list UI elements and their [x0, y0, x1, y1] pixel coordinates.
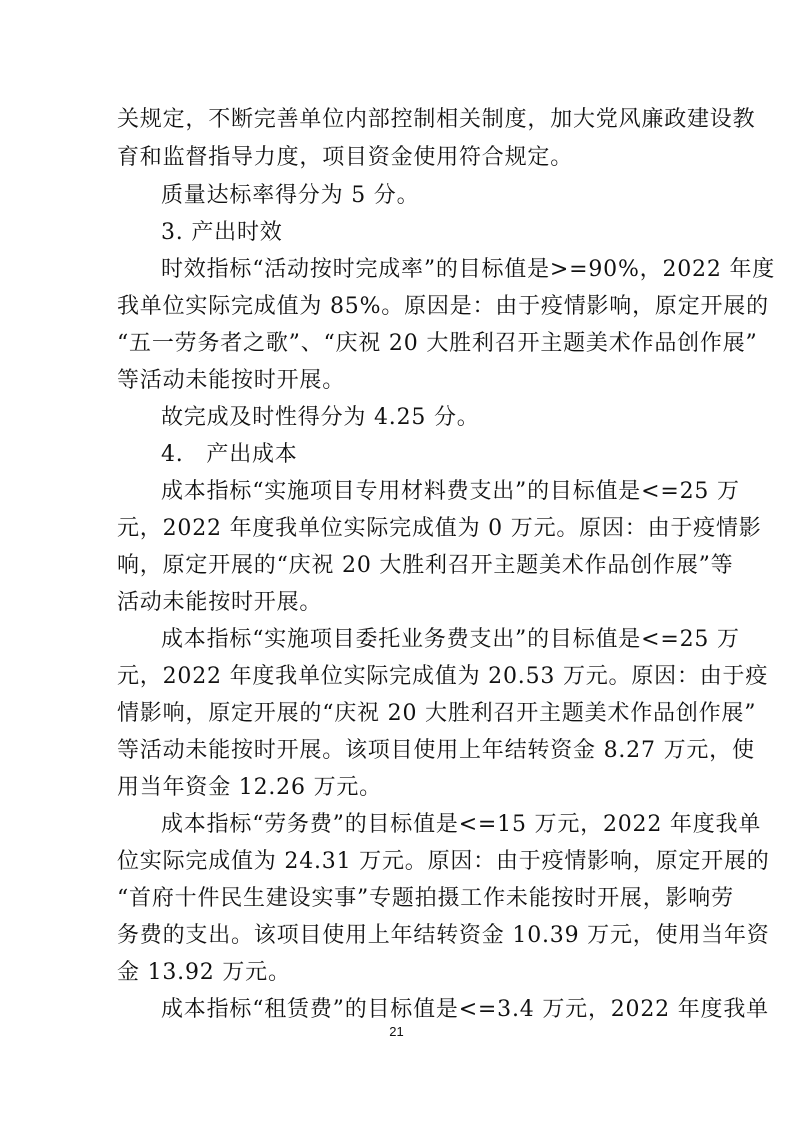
text-line: 元，2022 年度我单位实际完成值为 0 万元。原因：由于疫情影 — [117, 516, 762, 541]
text-line: 活动未能按时开展。 — [117, 590, 323, 615]
text-line: 元，2022 年度我单位实际完成值为 20.53 万元。原因：由于疫 — [117, 664, 769, 689]
page-number: 21 — [389, 1024, 404, 1039]
text-line: 成本指标“实施项目专用材料费支出”的目标值是<=25 万 — [161, 479, 740, 504]
text-line: 等活动未能按时开展。该项目使用上年结转资金 8.27 万元，使 — [117, 738, 755, 763]
text-line: 质量达标率得分为 5 分。 — [161, 183, 420, 208]
text-line: 关规定，不断完善单位内部控制相关制度，加大党风廉政建设教 — [117, 107, 756, 132]
text-line: 情影响，原定开展的“庆祝 20 大胜利召开主题美术作品创作展” — [117, 701, 757, 726]
text-line: 用当年资金 12.26 万元。 — [117, 775, 382, 800]
section-heading: 4. 产出成本 — [161, 442, 298, 467]
text-line: 金 13.92 万元。 — [117, 960, 291, 985]
text-line: 育和监督指导力度，项目资金使用符合规定。 — [117, 145, 574, 170]
section-heading: 3. 产出时效 — [161, 220, 283, 245]
text-line: 时效指标“活动按时完成率”的目标值是>=90%，2022 年度 — [161, 257, 776, 282]
text-line: 成本指标“租赁费”的目标值是<=3.4 万元，2022 年度我单 — [161, 997, 769, 1022]
text-line: 响，原定开展的“庆祝 20 大胜利召开主题美术作品创作展”等 — [117, 553, 734, 578]
text-line: 我单位实际完成值为 85%。原因是：由于疫情影响，原定开展的 — [117, 294, 769, 319]
text-line: 成本指标“劳务费”的目标值是<=15 万元，2022 年度我单 — [161, 812, 762, 837]
text-line: 成本指标“实施项目委托业务费支出”的目标值是<=25 万 — [161, 627, 740, 652]
text-line: 故完成及时性得分为 4.25 分。 — [161, 405, 480, 430]
text-line: 等活动未能按时开展。 — [117, 368, 346, 393]
text-line: “首府十件民生建设实事”专题拍摄工作未能按时开展，影响劳 — [117, 886, 734, 911]
text-line: 位实际完成值为 24.31 万元。原因：由于疫情影响，原定开展的 — [117, 849, 770, 874]
text-line: 务费的支出。该项目使用上年结转资金 10.39 万元，使用当年资 — [117, 923, 770, 948]
text-line: “五一劳务者之歌”、“庆祝 20 大胜利召开主题美术作品创作展” — [117, 331, 758, 356]
